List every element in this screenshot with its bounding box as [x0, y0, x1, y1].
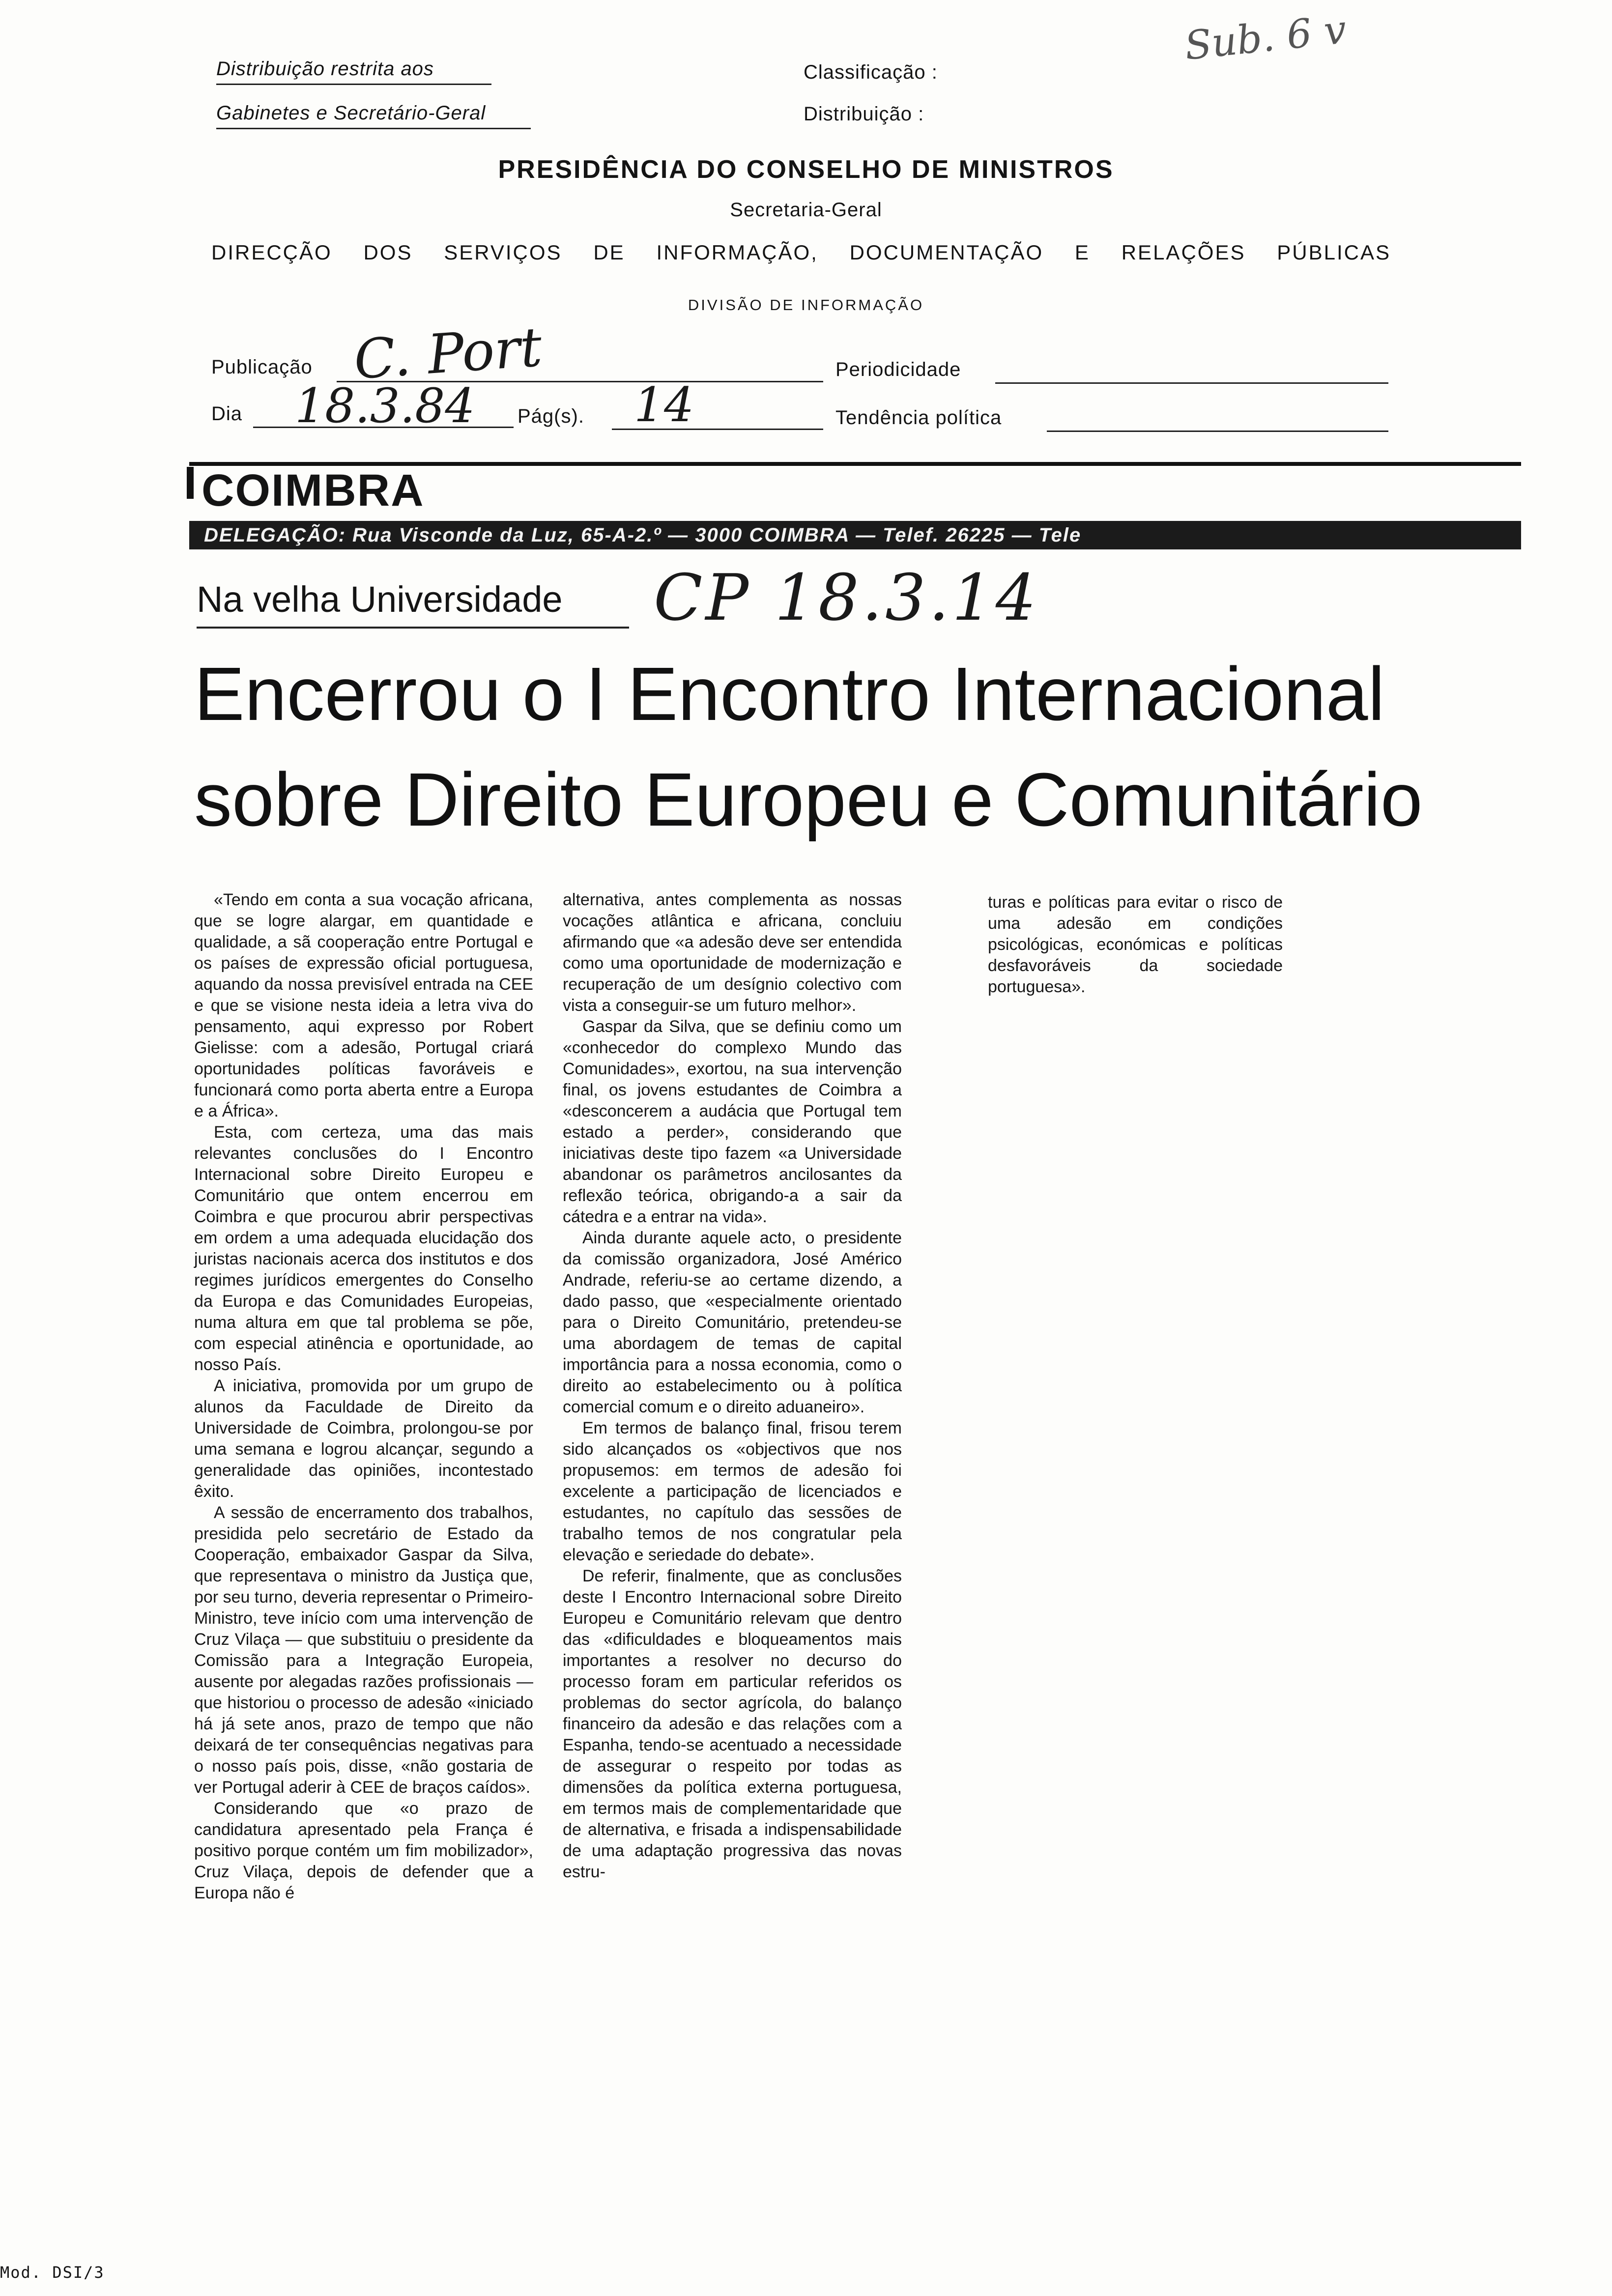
distribution-underline [216, 84, 491, 85]
directorate: DIRECÇÃO DOS SERVIÇOS DE INFORMAÇÃO, DOCUMENTAÇÃO E RELAÇÕES PÚBLICAS [211, 241, 1391, 264]
distribution-underline-2 [216, 128, 531, 129]
col1-paragraph: A iniciativa, promovida por um grupo de alunos da Faculdade de Direito da Universidade de Coimbra, prolongou-se por uma semana e logrou alcançar, segundo a generalidade das opiniões, incontestado êxito. [194, 1377, 533, 1501]
col2-paragraph: Gaspar da Silva, que se definiu como um «conhecedor do complexo Mundo das Comunidades», exortou, na sua intervenção final, os jovens estudantes de Coimbra a «desconcerem a audácia que Portugal tem estado a perder», considerando que iniciativas deste tipo fazem «a Universidade abandonar os parâmetros ancilosantes da reflexão teórica, obrigando-a a sair da cátedra e a entrar na vida». [563, 1017, 902, 1226]
handwritten-ref: CP 18.3.14 [654, 560, 1039, 635]
division: DIVISÃO DE INFORMAÇÃO [688, 296, 924, 314]
headline-line-2: sobre Direito Europeu e Comunitário [194, 757, 1423, 842]
political-label: Tendência política [835, 407, 1002, 429]
office-title: PRESIDÊNCIA DO CONSELHO DE MINISTROS [498, 155, 1114, 184]
masthead-address-bar [189, 521, 1521, 549]
distribution-line-2: Gabinetes e Secretário-Geral [216, 102, 486, 124]
col1-paragraph: A sessão de encerramento dos trabalhos, presidida pelo secretário de Estado da Cooperação, embaixador Gaspar da Silva, que representava o ministro da Justiça que, por seu turno, deveria representar o Primeiro-Ministro, teve início com uma intervenção de Cruz Vilaça — que substituiu o presidente da Comissão para a Integração Europeia, ausente por alegadas razões profissionais — que historiou o processo de adesão «iniciado há já sete anos, prazo de tempo que não deixará de ter consequências negativas para o nosso país pois, disse, «não gostaria de ver Portugal aderir à CEE de braços caídos». [194, 1503, 533, 1797]
periodicity-line [995, 382, 1388, 384]
col1-paragraph: «Tendo em conta a sua vocação africana, que se logre alargar, em quantidade e qualidade, a sã cooperação entre Portugal e os países de expressão oficial portuguesa, aquando da nossa previsível entrada na CEE e que se visione nesta ideia a letra viva do pensamento, aqui expresso por Robert Gielisse: com a adesão, Portugal criará oportunidades políticas favoráveis e funcionará como porta aberta entre a Europa e a África». [194, 890, 533, 1120]
form-code: Mod. DSI/3 [0, 2263, 105, 2282]
col1-paragraph: Considerando que «o prazo de candidatura apresentado pela França é positivo porque contém um fim mobilizador», Cruz Vilaça, depois de defender que a Europa não é [194, 1799, 533, 1902]
pages-label: Pág(s). [518, 405, 584, 427]
publication-label: Publicação [211, 356, 313, 378]
col2-paragraph: De referir, finalmente, que as conclusões deste I Encontro Internacional sobre Direito Europeu e Comunitário relevam que dentro das «dificuldades e bloqueamentos mais importantes a resolver no decurso do processo foram em particular referidos os problemas do sector agrícola, do balanço financeiro da adesão e das relações com a Espanha, tendo-se acentuado a necessidade de assegurar o respeito por todas as dimensões da política externa portuguesa, em termos mais de complementaridade que de alternativa, e frisada a indispensabilidade de uma adaptação progressiva das novas estru- [563, 1567, 902, 1881]
day-value: 18.3.84 [295, 378, 475, 433]
col2-paragraph: Ainda durante aquele acto, o presidente da comissão organizadora, José Américo Andrade, referiu-se ao certame dizendo, a dado passo, que «especialmente orientado para o Direito Comunitário, pretendeu-se uma abordagem de temas de capital importância para a nossa economia, como o direito ao estabelecimento ou à política comercial comum e o direito aduaneiro». [563, 1229, 902, 1416]
article-column-1 [194, 890, 533, 1904]
article-kicker: Na velha Universidade [197, 579, 563, 620]
headline-line-1: Encerrou o I Encontro Internacional [194, 652, 1385, 736]
col1-paragraph: Esta, com certeza, uma das mais relevantes conclusões do I Encontro Internacional sobre Direito Europeu e Comunitário que ontem encerrou em Coimbra e que procurou abrir perspectivas em ordem a uma adequada elucidação dos juristas nacionais acerca dos institutos e dos regimes jurídicos emergentes do Conselho da Europa e das Comunidades Europeias, numa altura em que tal problema se põe, com especial atinência e oportunidade, ao nosso País. [194, 1123, 533, 1374]
article-column-3 [988, 892, 1283, 998]
masthead-left-mark [187, 467, 194, 499]
publication-value: C. Port [352, 315, 544, 392]
article-column-2 [563, 890, 902, 1883]
masthead-city: COIMBRA [202, 465, 425, 516]
col2-paragraph: Em termos de balanço final, frisou terem sido alcançados os «objectivos que nos propusemos: em termos de adesão foi excelente a participação de licenciados e estudantes, no capítulo das sessões de trabalho temos de nos congratular pela elevação e seriedade do debate». [563, 1419, 902, 1564]
political-line [1047, 430, 1388, 432]
col3-paragraph: turas e políticas para evitar o risco de uma adesão em condições psicológicas, económicas e políticas desfavoráveis da sociedade portuguesa». [988, 893, 1283, 996]
day-label: Dia [211, 403, 243, 425]
col2-paragraph: alternativa, antes complementa as nossas vocações atlântica e africana, concluiu afirmando que «a adesão deve ser entendida como uma oportunidade de modernização e recuperação de um desígnio colectivo com vista a conseguir-se um futuro melhor». [563, 890, 902, 1015]
kicker-underline [197, 627, 629, 629]
periodicity-label: Periodicidade [835, 359, 961, 380]
distribution-line-1: Distribuição restrita aos [216, 58, 434, 80]
office-subtitle: Secretaria-Geral [730, 199, 882, 221]
handwritten-corner-note: Sub. 6 v [1182, 6, 1349, 69]
classification-label: Classificação : [804, 61, 938, 83]
masthead-address: DELEGAÇÃO: Rua Visconde da Luz, 65-A-2.º — 3000 COIMBRA — Telef. 26225 — Tele [204, 524, 1082, 546]
pages-value: 14 [634, 377, 694, 432]
distribution-label: Distribuição : [804, 103, 924, 125]
